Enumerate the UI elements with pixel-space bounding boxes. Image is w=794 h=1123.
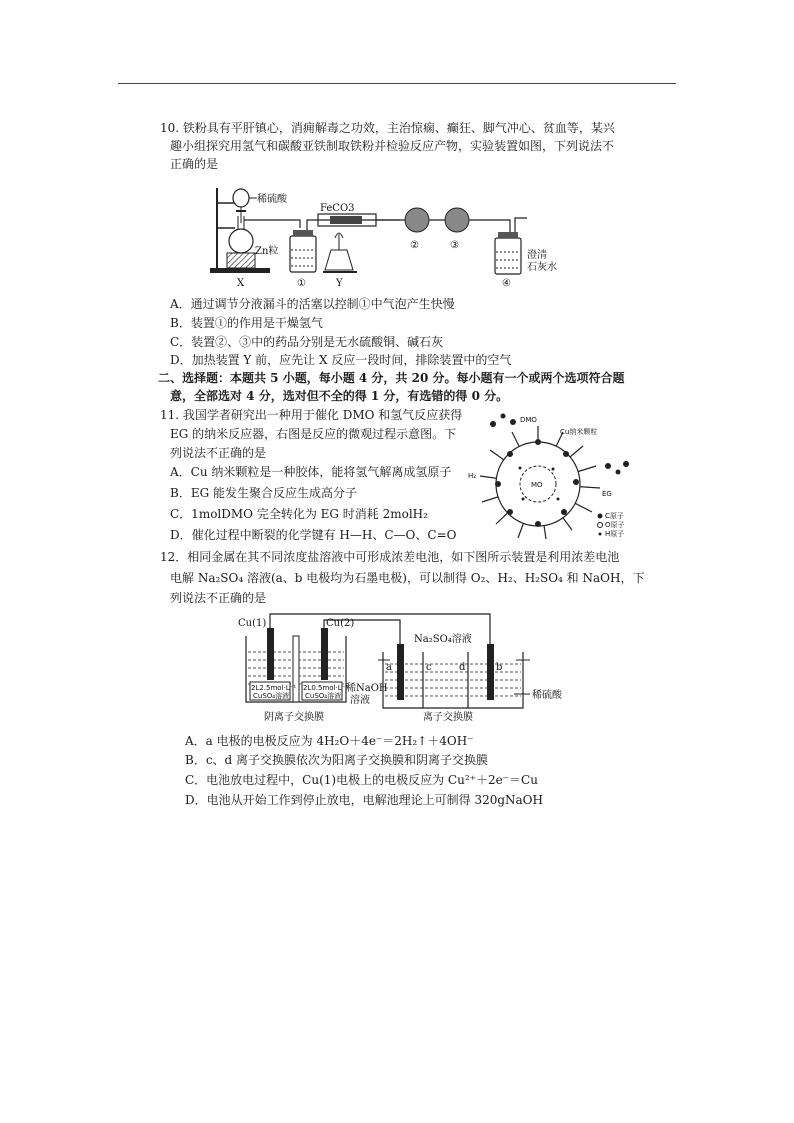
- q12-cell-figure: [238, 608, 562, 728]
- label-solution2-name: CuSO₄溶液: [305, 692, 342, 700]
- label-naoh-2: 溶液: [350, 695, 370, 706]
- label-cu2: Cu(2): [326, 618, 355, 629]
- q10-option-c: C．装置②、③中的药品分别是无水硫酸铜、碱石灰: [170, 335, 444, 349]
- q12-stem-line3: 列说法不正确的是: [170, 591, 267, 605]
- label-cu-nanoparticle: Cu纳米颗粒: [560, 428, 598, 436]
- label-b: b: [496, 662, 503, 673]
- label-3: ③: [450, 240, 459, 251]
- label-naoh-1: 稀NaOH: [346, 683, 388, 694]
- label-1: ①: [297, 278, 306, 289]
- label-eg: EG: [602, 490, 612, 498]
- q10-option-b: B．装置①的作用是干燥氢气: [170, 316, 323, 330]
- label-2: ②: [410, 240, 419, 251]
- q10-option-d: D．加热装置 Y 前，应先让 X 反应一段时间，排除装置中的空气: [170, 353, 512, 367]
- section2-header-line2: 意，全部选对 4 分，选对但不全的得 1 分，有选错的得 0 分。: [170, 389, 509, 403]
- label-anion-membrane: 阴离子交换膜: [264, 712, 324, 723]
- q10-stem-line2: 趣小组探究用氢气和碳酸亚铁制取铁粉并检验反应产物，实验装置如图，下列说法不: [170, 139, 615, 153]
- q10-stem-line1: 10. 铁粉具有平肝镇心，消痈解毒之功效，主治惊痫、癫狂、脚气冲心、贫血等，某兴: [160, 121, 615, 135]
- label-4: ④: [502, 278, 511, 289]
- label-na2so4: Na₂SO₄溶液: [414, 634, 472, 645]
- q12-option-b: B．c、d 离子交换膜依次为阳离子交换膜和阴离子交换膜: [185, 753, 489, 767]
- q11-reactor-figure: [468, 404, 638, 544]
- q12-option-a: A．a 电极的电极反应为 4H₂O＋4e⁻＝2H₂↑＋4OH⁻: [185, 734, 474, 748]
- label-h2so4: 稀硫酸: [532, 690, 562, 701]
- label-c: c: [426, 662, 432, 673]
- q10-stem-line3: 正确的是: [170, 157, 219, 171]
- label-h2: H₂: [468, 472, 477, 480]
- label-dmo: DMO: [520, 416, 537, 424]
- q10-apparatus-figure: [205, 178, 585, 293]
- q11-stem-line2: EG 的纳米反应器，右图是反应的微观过程示意图。下: [170, 427, 457, 441]
- q11-option-b: B．EG 能发生聚合反应生成高分子: [170, 486, 357, 500]
- label-solution1-name: CuSO₄溶液: [253, 692, 290, 700]
- q12-stem-line2: 电解 Na₂SO₄ 溶液(a、b 电极均为石墨电极)，可以制得 O₂、H₂、H₂SO₄ 和 NaOH，下: [170, 571, 645, 585]
- q11-option-d: D．催化过程中断裂的化学键有 H—H、C—O、C=O: [170, 528, 457, 542]
- q12-option-d: D．电池从开始工作到停止放电，电解池理论上可制得 320gNaOH: [185, 793, 543, 807]
- label-mo: MO: [531, 481, 543, 489]
- q12-stem-line1: 12．相同金属在其不同浓度盐溶液中可形成浓差电池，如下图所示装置是利用浓差电池: [160, 550, 620, 564]
- label-solution1-conc: 2L2.5mol·L⁻¹: [251, 684, 297, 692]
- label-d: d: [459, 662, 466, 673]
- section2-header-line1: 二、选择题：本题共 5 小题，每小题 4 分，共 20 分。每小题有一个或两个选项符合题: [158, 371, 625, 385]
- label-y: Y: [336, 278, 343, 289]
- label-x: X: [237, 278, 245, 289]
- label-limewater-2: 石灰水: [527, 262, 557, 273]
- label-a: a: [386, 662, 392, 673]
- label-acid: 稀硫酸: [257, 194, 287, 205]
- q11-option-c: C．1molDMO 完全转化为 EG 时消耗 2molH₂: [170, 507, 428, 521]
- legend-o-atom: O原子: [605, 521, 625, 529]
- q12-option-c: C．电池放电过程中，Cu(1)电极上的电极反应为 Cu²⁺＋2e⁻＝Cu: [185, 773, 538, 787]
- q11-option-a: A．Cu 纳米颗粒是一种胶体，能将氢气解离成氢原子: [170, 465, 452, 479]
- legend-h-atom: H原子: [605, 530, 625, 538]
- label-solution2-conc: 2L0.5mol·L⁻¹: [303, 684, 349, 692]
- q11-stem-line3: 列说法不正确的是: [170, 446, 267, 460]
- header-rule: [118, 83, 676, 84]
- label-limewater-1: 澄清: [527, 250, 547, 261]
- q11-stem-line1: 11. 我国学者研究出一种用于催化 DMO 和氢气反应获得: [160, 408, 463, 422]
- label-cu1: Cu(1): [238, 618, 267, 629]
- legend-c-atom: C原子: [605, 512, 624, 520]
- label-feco3: FeCO3: [320, 203, 355, 214]
- label-ion-membrane: 离子交换膜: [423, 712, 473, 723]
- label-zn: Zn粒: [255, 246, 279, 257]
- q10-option-a: A．通过调节分液漏斗的活塞以控制①中气泡产生快慢: [170, 297, 455, 311]
